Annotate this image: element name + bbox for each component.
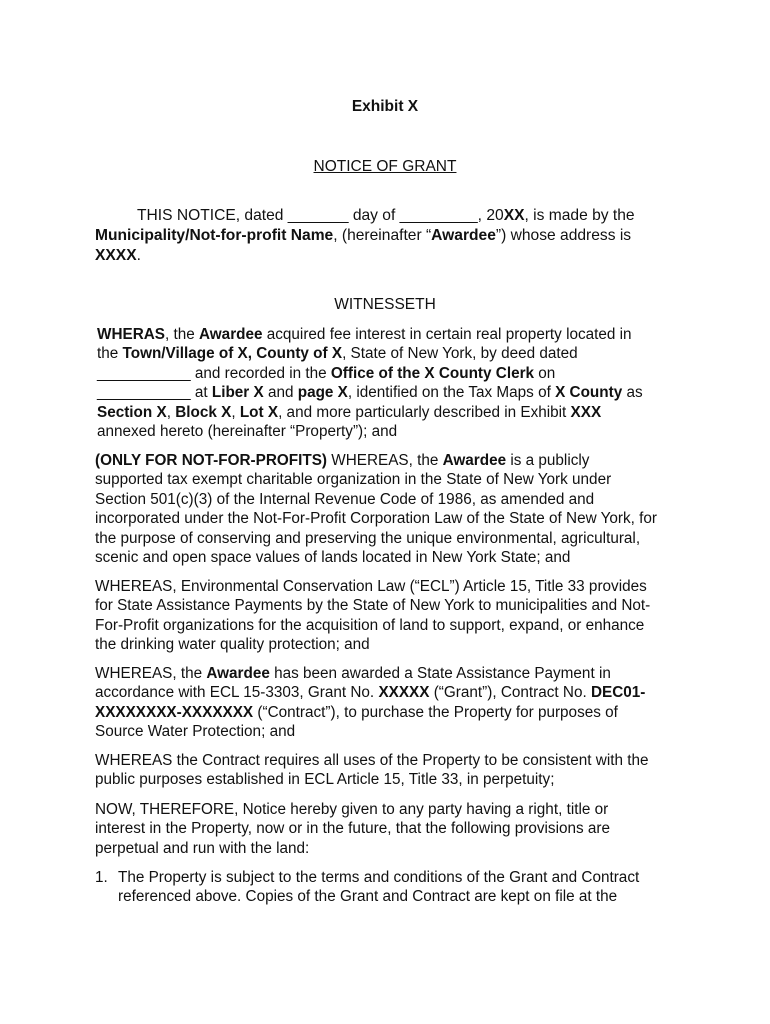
paragraph-text: , and more particularly described in Exhibit [278,403,571,421]
paragraph-text: supported tax exempt charitable organization in the State of New York under [95,471,612,489]
paragraph-text: is a publicly [506,452,590,469]
grant-number: XXXXX [378,684,430,702]
paragraph-text: (“Contract”), to purchase the Property for purposes of [253,703,618,721]
provision-item-1 [118,868,639,907]
whereas-award-paragraph [95,664,645,742]
paragraph-text: WHEREAS the Contract requires all uses of the Property to be consistent with the [95,752,649,769]
notice-title: NOTICE OF GRANT [313,158,457,175]
paragraph-text: WHEREAS, the [95,665,207,682]
paragraph-text: has been awarded a State Assistance Payment in [269,665,611,682]
paragraph-text: NOW, THEREFORE, Notice hereby given to any party having a right, title or [95,801,609,818]
paragraph-text: perpetual and run with the land: [95,839,310,857]
paragraph-text: WHEREAS, Environmental Conservation Law (“ECL”) Article 15, Title 33 provides [95,578,647,595]
paragraph-text: Source Water Protection; and [95,723,296,741]
nonprofit-qualifier: (ONLY FOR NOT-FOR-PROFITS) [95,452,327,469]
county-ref: X County [555,384,623,402]
whereas-word: WHERAS [97,326,165,343]
paragraph-text: ___________ and recorded in the [97,364,331,382]
awardee-address: XXXX [95,247,137,264]
paragraph-text: Section 501(c)(3) of the Internal Revenue Code of 1986, as amended and [95,490,595,508]
intro-text: THIS NOTICE, dated _______ day of _________, 20 [137,207,504,224]
exhibit-ref: XXX [570,403,602,421]
county-clerk: Office of the X County Clerk [330,364,535,382]
whereas-contract-paragraph [95,751,649,790]
intro-text: , is made by the [524,207,635,224]
paragraph-text: accordance with ECL 15-3303, Grant No. [95,684,379,702]
paragraph-text: for State Assistance Payments by the State of New York to municipalities and Not- [95,597,651,615]
intro-paragraph [95,206,635,266]
paragraph-text: as [622,384,643,402]
paragraph-text: annexed hereto (hereinafter “Property”); and [97,422,398,440]
awardee-term: Awardee [199,326,263,343]
awardee-term: Awardee [442,452,507,469]
paragraph-text: referenced above. Copies of the Grant and Contract are kept on file at the [118,888,618,906]
awardee-term: Awardee [431,227,496,244]
contract-number-prefix: DEC01- [590,684,646,702]
page-ref: page X [297,384,348,402]
paragraph-text: public purposes established in ECL Article 15, Title 33, in perpetuity; [95,771,555,789]
whereas-nonprofit-paragraph [95,451,657,567]
section-ref: Section X [97,403,167,421]
witnesseth-heading: WITNESSETH [334,296,436,313]
paragraph-text: WHEREAS, the [327,452,443,469]
paragraph-text: on [534,364,556,382]
paragraph-text: , [231,403,240,421]
exhibit-label: Exhibit X [351,98,419,115]
list-number: 1. [95,869,108,886]
liber: Liber X [211,384,264,402]
paragraph-text: (“Grant”), Contract No. [429,684,591,702]
whereas-property-paragraph [97,325,643,441]
whereas-ecl-paragraph [95,577,650,655]
awardee-term: Awardee [206,665,270,682]
intro-year: XX [503,207,525,224]
intro-text: . [136,247,141,264]
now-therefore-paragraph [95,800,610,858]
paragraph-text: acquired fee interest in certain real property located in [262,326,632,343]
paragraph-text: , the [165,326,200,343]
paragraph-text: interest in the Property, now or in the future, that the following provisions are [95,820,610,838]
paragraph-text: The Property is subject to the terms and conditions of the Grant and Contract [118,869,640,886]
paragraph-text: , State of New York, by deed dated [342,345,578,363]
block-ref: Block X [175,403,232,421]
paragraph-text: the drinking water quality protection; and [95,636,370,654]
awardee-name: Municipality/Not-for-profit Name [95,227,334,244]
town-county: Town/Village of X, County of X [122,345,343,363]
contract-number-suffix: XXXXXXXX-XXXXXXX [95,703,254,721]
paragraph-text: and [263,384,298,402]
paragraph-text: For-Profit organizations for the acquisition of land to support, expand, or enhance [95,616,645,634]
paragraph-text: incorporated under the Not-For-Profit Corporation Law of the State of New York, for [95,510,658,528]
paragraph-text: ___________ at [97,384,212,402]
lot-ref: Lot X [239,403,279,421]
paragraph-text: , [166,403,176,421]
intro-text: ”) whose address is [495,227,632,244]
intro-text: , (hereinafter “ [333,227,432,244]
paragraph-text: the [97,345,123,363]
paragraph-text: , identified on the Tax Maps of [347,384,556,402]
paragraph-text: the purpose of conserving and preserving the unique environmental, agricultural, [95,529,641,547]
paragraph-text: scenic and open space values of lands located in New York State; and [95,548,571,566]
